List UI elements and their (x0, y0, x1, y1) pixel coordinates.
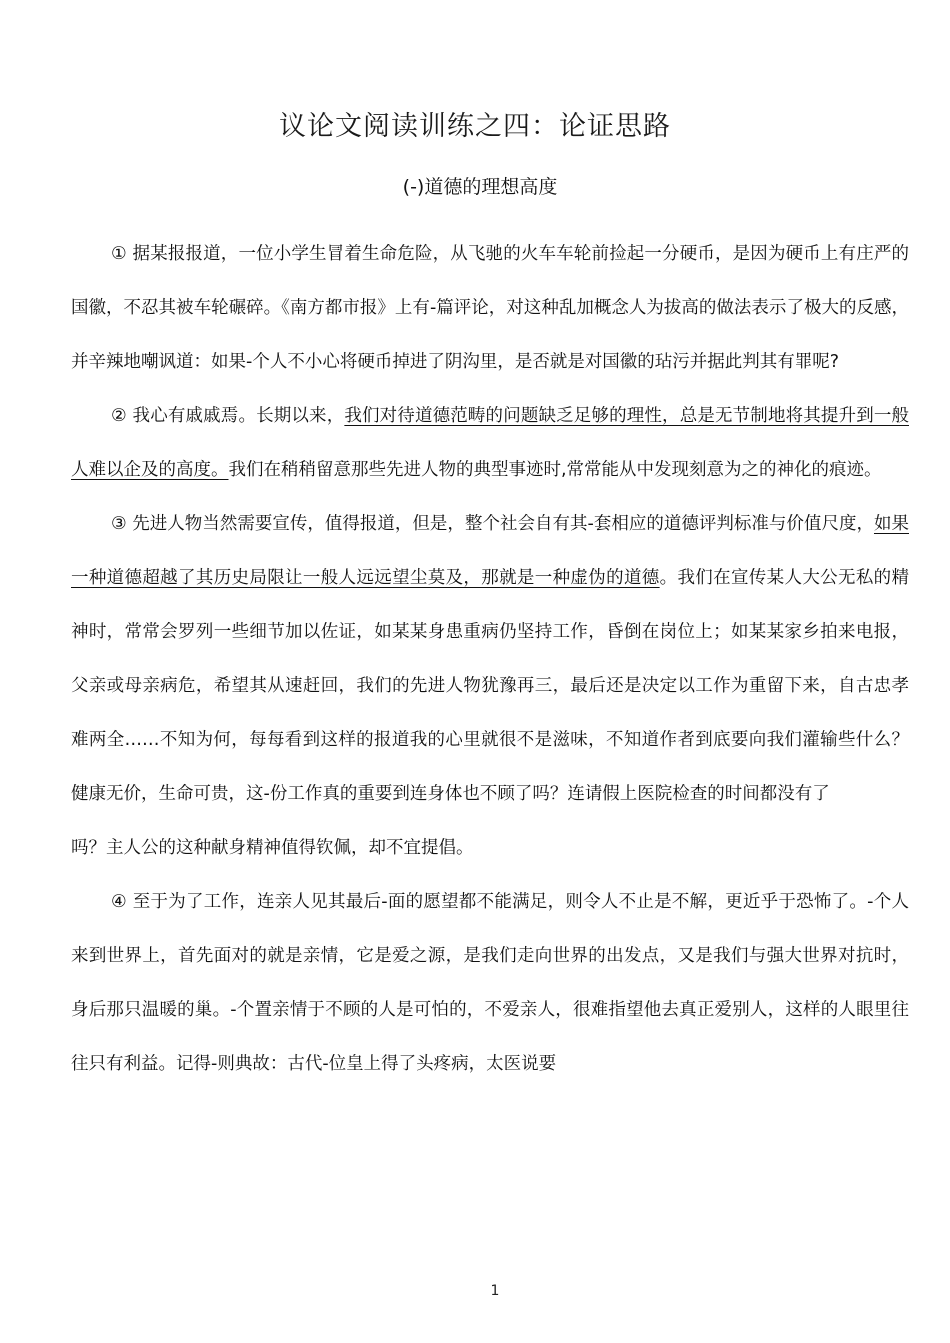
paragraph-3-text-a: ③ 先进人物当然需要宣传，值得报道，但是，整个社会自有其-套相应的道德评判标准与价值尺度， (111, 514, 874, 534)
paragraph-3-text-b: 。我们在宣传某人大公无私的精神时，常常会罗列一些细节加以佐证，如某某身患重病仍坚持工作，昏倒在岗位上；如某某家乡拍来电报，父亲或母亲病危，希望其从速赶回，我们的先进人物犹豫再三，最后还是决定以工作为重留下来，自古忠孝难两全……不知为何，每每看到这样的报道我的心里就很不是滋味，不知道作者到底要向我们灌输些什么？健康无价，生命可贵，这-份工作真的重要到连身体也不顾了吗？连请假上医院检查的时间都没有了 (71, 568, 910, 804)
page-title: 议论文阅读训练之四：论证思路 (279, 111, 671, 142)
paragraph-4: ④ 至于为了工作，连亲人见其最后-面的愿望都不能满足，则令人不止是不解，更近乎于恐怖了。-个人来到世界上，首先面对的就是亲情，它是爱之源，是我们走向世界的出发点，又是我们与强大世界对抗时，身后那只温暖的巢。-个置亲情于不顾的人是可怕的，不爱亲人，很难指望他去真正爱别人，这样的人眼里往往只有利益。记得-则典故：古代-位皇上得了头疼病，太医说要 (71, 892, 909, 1074)
paragraph-1: ① 据某报报道，一位小学生冒着生命危险，从飞驰的火车车轮前捡起一分硬币，是因为硬币上有庄严的国徽，不忍其被车轮碾碎。《南方都市报》上有-篇评论，对这种乱加概念人为拔高的做法表示了极大的反感，并辛辣地嘲讽道：如果-个人不小心将硬币掉进了阴沟里，是否就是对国徽的玷污并据此判其有罪呢? (71, 244, 909, 372)
paragraph-3-continuation: 吗？主人公的这种献身精神值得钦佩，却不宜提倡。 (71, 838, 474, 858)
paragraph-2-underlined: 我们对待道德范畴的问题缺乏足够的理性，总是无节制地将其提升到一般人难以企及的高度。 (71, 406, 909, 480)
article-body (71, 227, 909, 1091)
paragraph-2 (71, 389, 909, 497)
section-subtitle: (-)道德的理想高度 (402, 176, 558, 198)
paragraph-3 (71, 497, 909, 821)
paragraph-2-text-a: ② 我心有戚戚焉。长期以来， (111, 406, 345, 426)
page-number: 1 (490, 1283, 500, 1299)
paragraph-2-text-b: 我们在稍稍留意那些先进人物的典型事迹时,常常能从中发现刻意为之的神化的痕迹。 (228, 460, 882, 480)
paragraph-3-underlined: 如果一种道德超越了其历史局限让一般人远远望尘莫及，那就是一种虚伪的道德 (71, 514, 909, 588)
